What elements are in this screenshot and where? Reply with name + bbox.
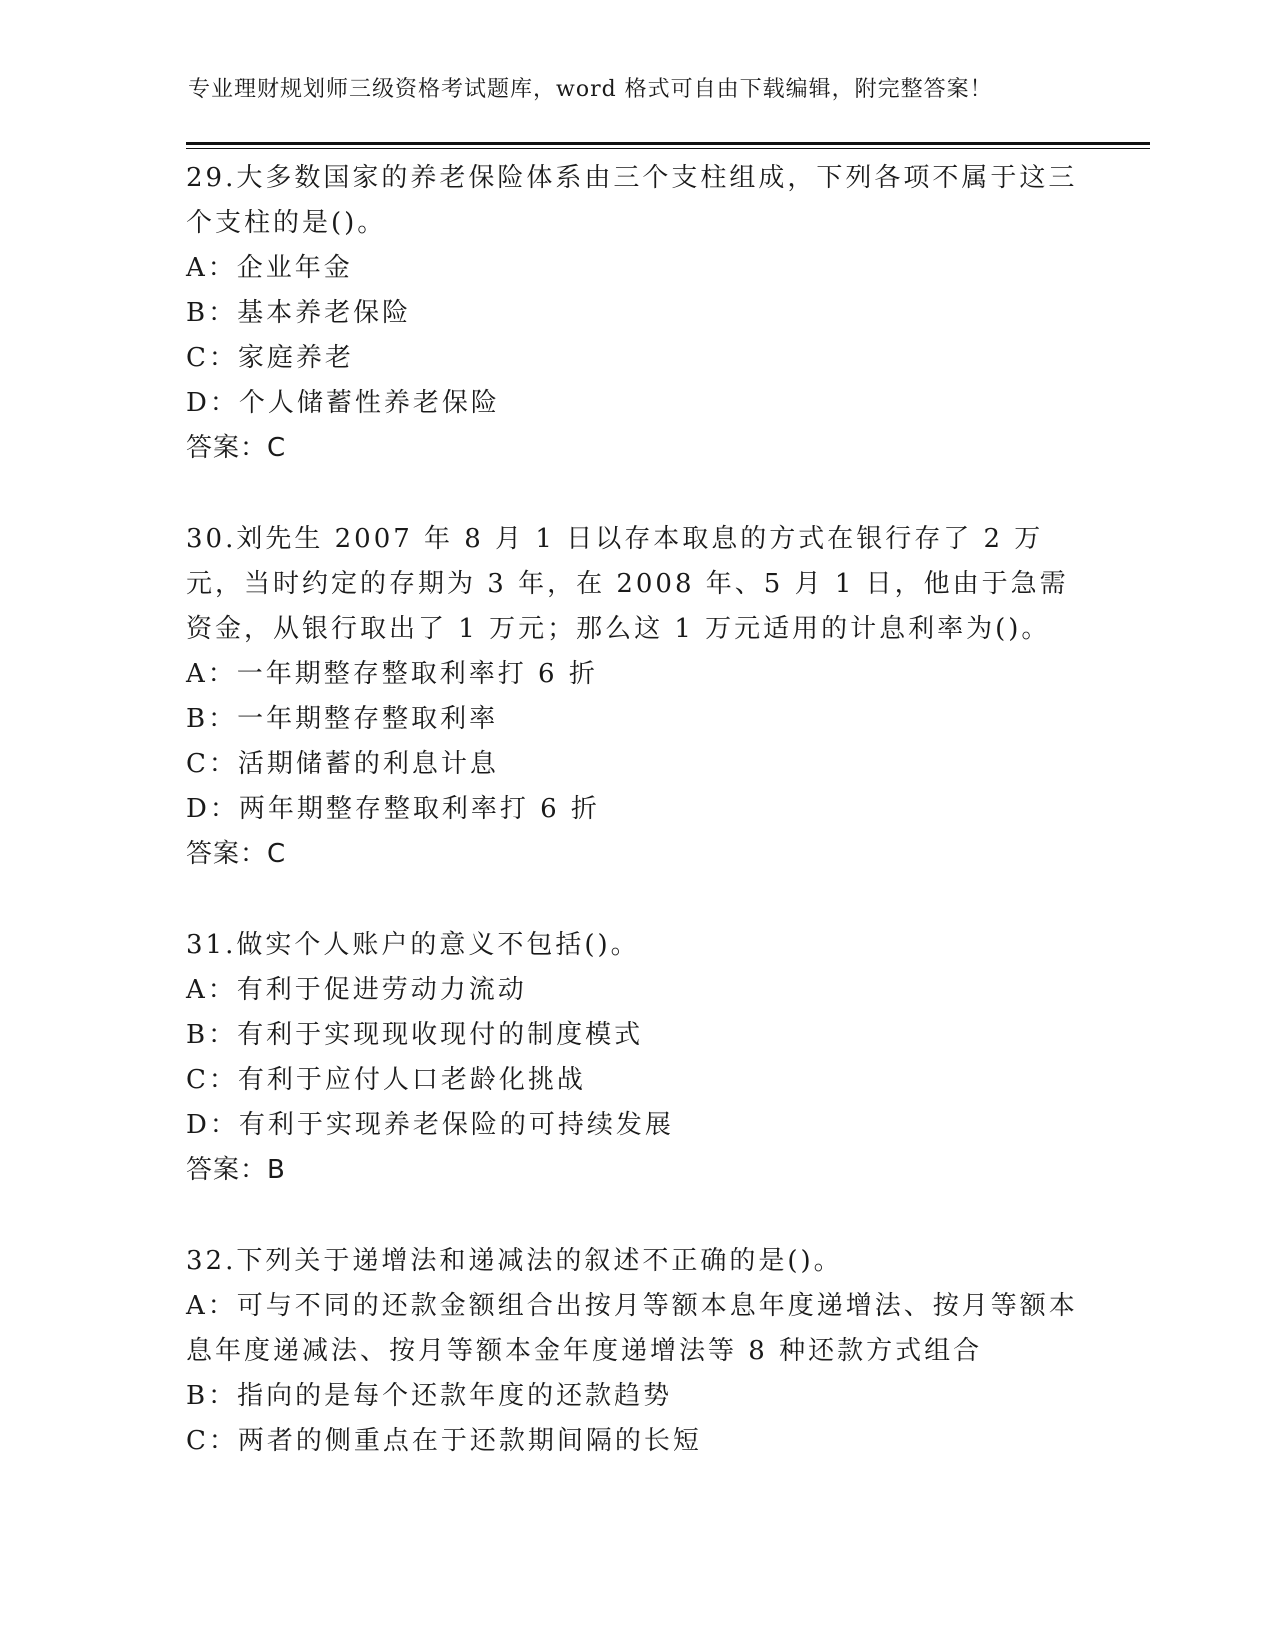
question-31 (186, 923, 1086, 1193)
page-header: 专业理财规划师三级资格考试题库，word 格式可自由下载编辑，附完整答案！ (188, 77, 993, 102)
answer: 答案：C (186, 433, 287, 463)
option-c: C：两者的侧重点在于还款期间隔的长短 (186, 1426, 702, 1456)
question-stem: 29.大多数国家的养老保险体系由三个支柱组成，下列各项不属于这三个支柱的是()。 (186, 163, 1078, 238)
option-a: A：有利于促进劳动力流动 (186, 975, 527, 1005)
answer: 答案：B (186, 1155, 286, 1185)
option-b: B：指向的是每个还款年度的还款趋势 (186, 1381, 673, 1411)
option-c: C：家庭养老 (186, 343, 354, 373)
question-list (186, 156, 1086, 1510)
header-rule-thin (186, 148, 1150, 149)
option-b: B：一年期整存整取利率 (186, 704, 499, 734)
option-c: C：活期储蓄的利息计息 (186, 749, 499, 779)
question-29 (186, 156, 1086, 471)
question-stem: 32.下列关于递增法和递减法的叙述不正确的是()。 (186, 1246, 843, 1276)
header-rule-thick (186, 142, 1150, 145)
option-a: A：一年期整存整取利率打 6 折 (186, 659, 598, 689)
question-stem: 30.刘先生 2007 年 8 月 1 日以存本取息的方式在银行存了 2 万元，当时约定的存期为 3 年，在 2008 年、5 月 1 日，他由于急需资金，从银行取出了 1 万元；那么这 1 万元适用的计息利率为()。 (186, 524, 1069, 644)
option-a: A：企业年金 (186, 253, 353, 283)
option-c: C：有利于应付人口老龄化挑战 (186, 1065, 586, 1095)
question-stem: 31.做实个人账户的意义不包括()。 (186, 930, 640, 960)
option-d: D：两年期整存整取利率打 6 折 (186, 794, 600, 824)
option-b: B：基本养老保险 (186, 298, 412, 328)
option-d: D：有利于实现养老保险的可持续发展 (186, 1110, 674, 1140)
option-d: D：个人储蓄性养老保险 (186, 388, 500, 418)
option-b: B：有利于实现现收现付的制度模式 (186, 1020, 644, 1050)
answer: 答案：C (186, 839, 287, 869)
question-30 (186, 517, 1086, 877)
question-32 (186, 1239, 1086, 1464)
option-a: A：可与不同的还款金额组合出按月等额本息年度递增法、按月等额本息年度递减法、按月等额本金年度递增法等 8 种还款方式组合 (186, 1291, 1078, 1366)
